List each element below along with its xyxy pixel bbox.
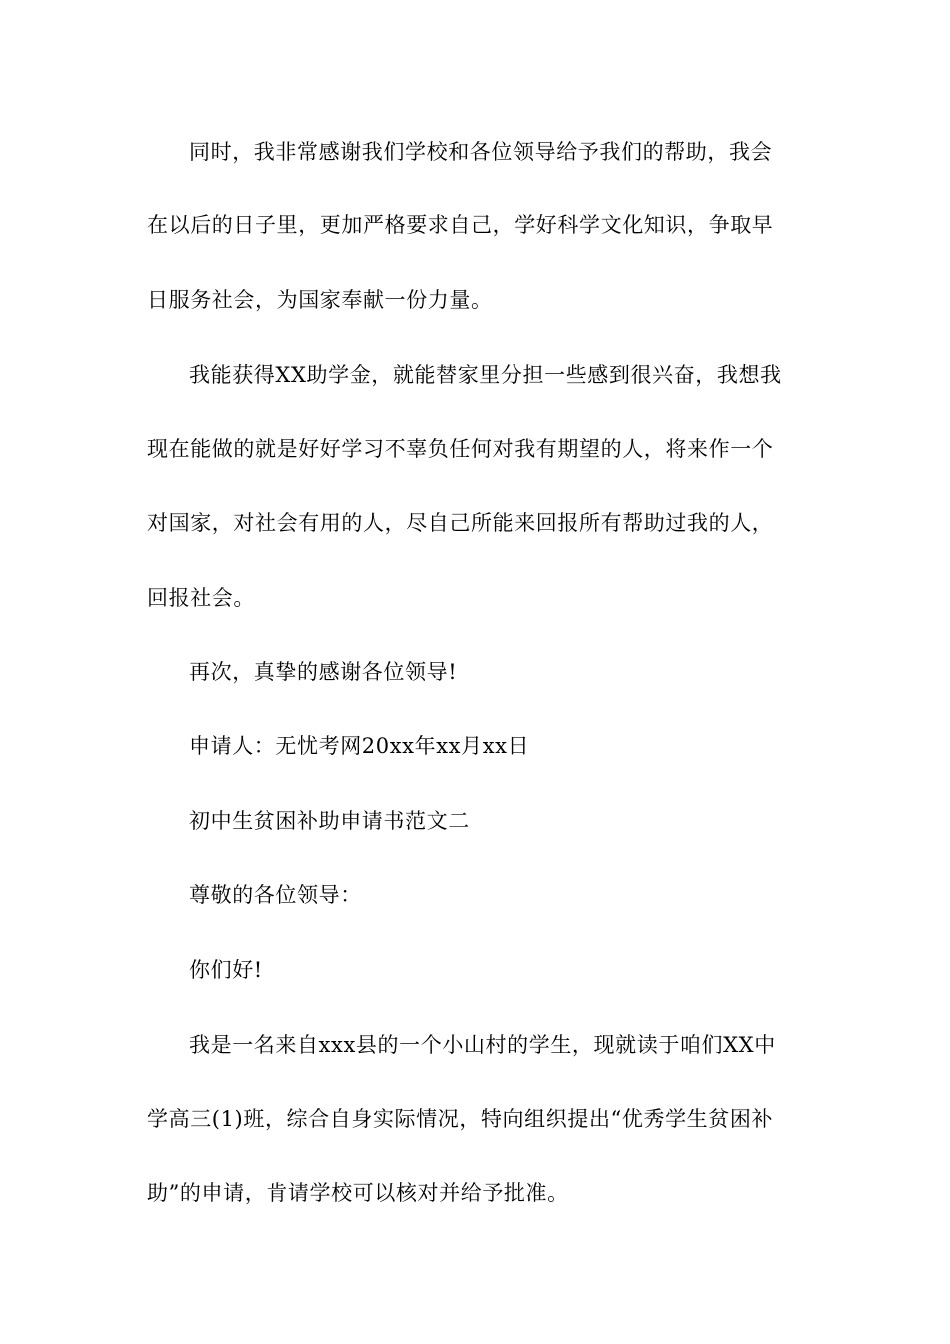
section-title: 初中生贫困补助申请书范文二 <box>189 809 470 833</box>
text-line: 我能获得XX助学金，就能替家里分担一些感到很兴奋，我想我 <box>189 363 782 387</box>
applicant-line: 申请人：无忧考网20xx年xx月xx日 <box>189 734 530 758</box>
salutation: 尊敬的各位领导： <box>189 883 362 907</box>
greeting: 你们好! <box>189 958 263 982</box>
text-line: 学高三(1)班，综合自身实际情况，特向组织提出“优秀学生贫困补 <box>147 1107 774 1131</box>
text-line: 现在能做的就是好好学习不辜负任何对我有期望的人，将来作一个 <box>147 437 774 461</box>
text-line: 在以后的日子里，更加严格要求自己，学好科学文化知识，争取早 <box>147 213 774 237</box>
text-line: 再次，真挚的感谢各位领导! <box>189 660 458 684</box>
text-line: 回报社会。 <box>147 586 255 610</box>
text-line: 我是一名来自xxx县的一个小山村的学生，现就读于咱们XX中 <box>189 1033 776 1057</box>
text-line: 日服务社会，为国家奉献一份力量。 <box>147 288 493 312</box>
text-line: 助”的申请，肯请学校可以核对并给予批准。 <box>147 1181 569 1205</box>
text-line: 同时，我非常感谢我们学校和各位领导给予我们的帮助，我会 <box>189 140 773 164</box>
text-line: 对国家，对社会有用的人，尽自己所能来回报所有帮助过我的人， <box>147 511 774 535</box>
